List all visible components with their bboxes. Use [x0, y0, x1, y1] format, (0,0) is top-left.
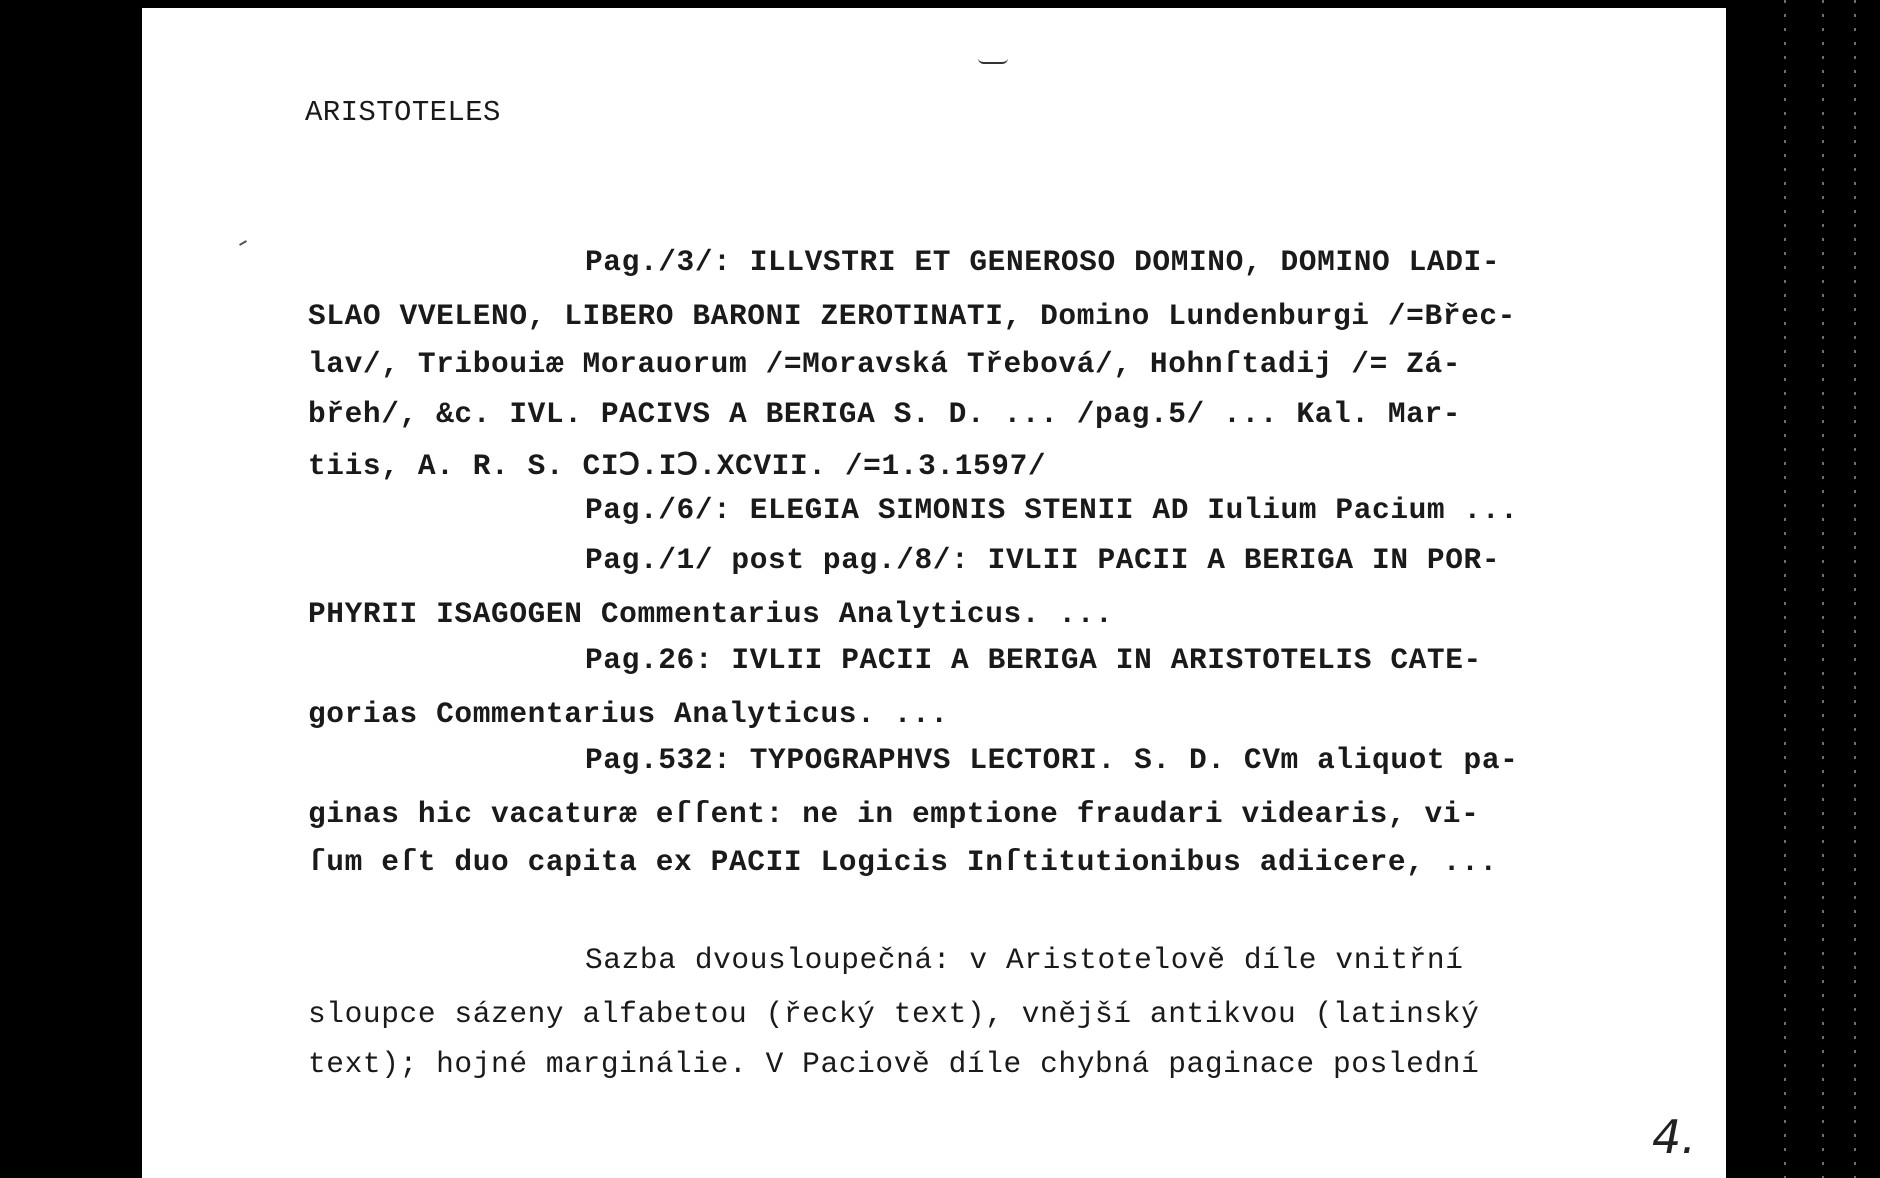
text-line: text); hojné marginálie. V Paciově díle chybná paginace poslední: [308, 1047, 1480, 1081]
text-line: sloupce sázeny alfabetou (řecký text), vnější antikvou (latinský: [308, 997, 1480, 1031]
ink-mark: [978, 58, 1008, 64]
card-heading: ARISTOTELES: [305, 96, 501, 129]
text-line: SLAO VVELENO, LIBERO BARONI ZEROTINATI, Domino Lundenburgi /=Břec-: [308, 299, 1516, 333]
text-line: Pag./3/: ILLVSTRI ET GENEROSO DOMINO, DOMINO LADI-: [585, 245, 1501, 279]
text-line: břeh/, &c. IVL. PACIVS A BERIGA S. D. ... /pag.5/ ... Kal. Mar-: [308, 397, 1462, 431]
text-line: tiis, A. R. S. CIↃ.IↃ.XCVII. /=1.3.1597/: [308, 449, 1047, 483]
text-line: ginas hic vacaturæ eſſent: ne in emptione fraudari videaris, vi-: [308, 797, 1480, 831]
text-line: Pag./1/ post pag./8/: IVLII PACII A BERIGA IN POR-: [585, 543, 1501, 577]
text-line: PHYRII ISAGOGEN Commentarius Analyticus. ...: [308, 597, 1114, 631]
text-line: Pag.26: IVLII PACII A BERIGA IN ARISTOTELIS CATE-: [585, 643, 1482, 677]
page-number: 4.: [1652, 1110, 1696, 1164]
scan-edge: [1726, 0, 1880, 1178]
text-line: gorias Commentarius Analyticus. ...: [308, 697, 949, 731]
text-line: Pag.532: TYPOGRAPHVS LECTORI. S. D. CVm aliquot pa-: [585, 743, 1519, 777]
text-line: Pag./6/: ELEGIA SIMONIS STENII AD Iulium Pacium ...: [585, 493, 1519, 527]
edge-perforation: [1822, 0, 1824, 1178]
text-line: lav/, Tribouiæ Morauorum /=Moravská Třebová/, Hohnſtadij /= Zá-: [308, 347, 1462, 381]
edge-perforation: [1784, 0, 1786, 1178]
text-line: Sazba dvousloupečná: v Aristotelově díle vnitřní: [585, 943, 1464, 977]
edge-perforation: [1854, 0, 1856, 1178]
text-line: ſum eſt duo capita ex PACII Logicis Inſtitutionibus adiicere, ...: [308, 845, 1498, 879]
